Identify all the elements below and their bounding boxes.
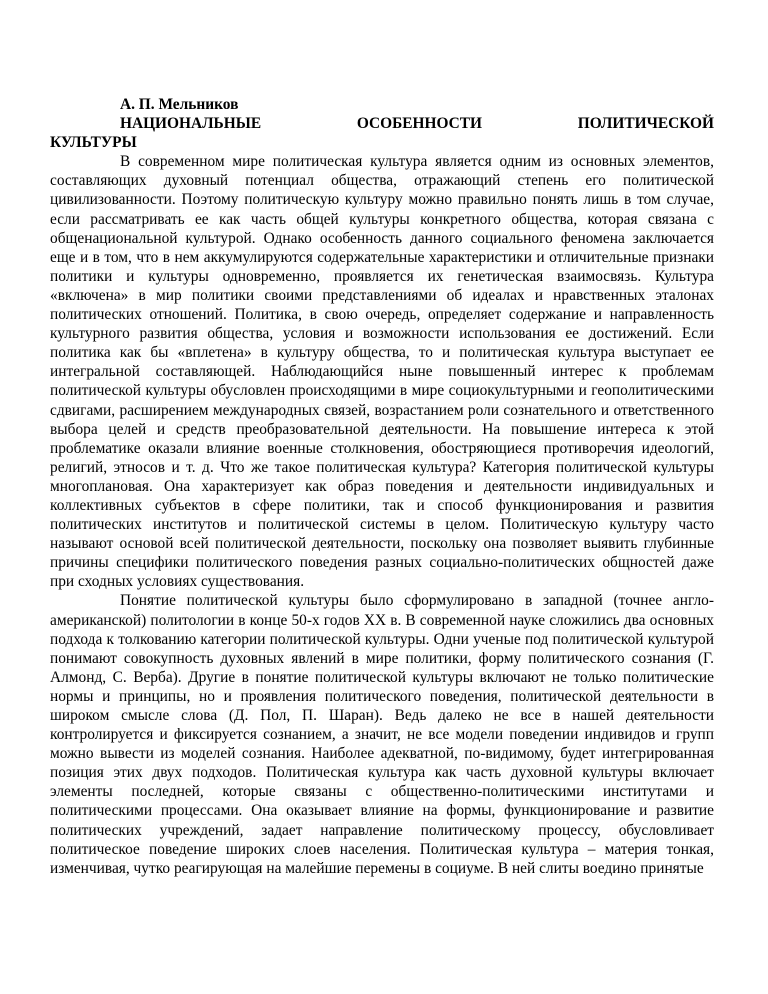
article-title-line-2: КУЛЬТУРЫ	[50, 134, 137, 152]
body-paragraph-2: Понятие политической культуры было сформулировано в западной (точнее англо-американской) политологии в конце 50‑х годов XX в. В современной науке сложились два основных подхода к толкованию категории политической культуры. Одни ученые под политической культурой понимают совокупность духовных явлений в мире политики, форму политического сознания (Г. Алмонд, С. Верба). Другие в понятие политической культуры включают не только политические нормы и принципы, но и проявления политического поведения, политической деятельности в широком смысле слова (Д. Пол, П. Шаран). Ведь далеко не все в нашей деятельности контролируется и фиксируется сознанием, а значит, не все модели поведении индивидов и групп можно вывести из моделей сознания. Наиболее адекватной, по-видимому, будет интегрированная позиция этих двух подходов. Политическая культура как часть духовной культуры включает элементы последней, которые связаны с общественно-политическими институтами и политическими процессами. Она оказывает влияние на формы, функционирование и развитие политических учреждений, задает направление политическому процессу, обусловливает политическое поведение широких слоев населения. Политическая культура – материя тонкая, изменчивая, чутко реагирующая на малейшие перемены в социуме. В ней слиты воедино принятые	[50, 592, 714, 877]
article-title-line-1: НАЦИОНАЛЬНЫЕ ОСОБЕННОСТИ ПОЛИТИЧЕСКОЙ	[120, 115, 714, 133]
author-name: А. П. Мельников	[120, 96, 239, 113]
document-page	[50, 95, 714, 878]
body-paragraph-1: В современном мире политическая культура является одним из основных элементов, составляющих духовный потенциал общества, отражающий степень его политической цивилизованности. Поэтому политическую культуру можно правильно понять лишь в том случае, если рассматривать ее как часть общей культуры конкретного общества, которая связана с общенациональной культурой. Однако особенность данного социального феномена заключается еще и в том, что в нем аккумулируются содержательные характеристики и отличительные признаки политики и культуры одновременно, проявляется их генетическая взаимосвязь. Культура «включена» в мир политики своими представлениями об идеалах и нравственных эталонах политических отношений. Политика, в свою очередь, определяет содержание и направленность культурного развития общества, условия и возможности использования ее достижений. Если политика как бы «вплетена» в культуру общества, то и политическая культура выступает ее интегральной составляющей. Наблюдающийся ныне повышенный интерес к проблемам политической культуры обусловлен происходящими в мире социокультурными и геополитическими сдвигами, расширением международных связей, возрастанием роли сознательного и ответственного выбора целей и средств преобразовательной деятельности. На повышение интереса к этой проблематике оказали влияние военные столкновения, обостряющиеся противоречия идеологий, религий, этносов и т. д. Что же такое политическая культура? Категория политической культуры многоплановая. Она характеризует как образ поведения и деятельности индивидуальных и коллективных субъектов в сфере политики, так и способ функционирования и развития политических институтов и политической системы в целом. Политическую культуру часто называют основой всей политической деятельности, поскольку она позволяет выявить глубинные причины специфики политического поведения разных социально-политических общностей даже при сходных условиях существования.	[50, 153, 714, 591]
